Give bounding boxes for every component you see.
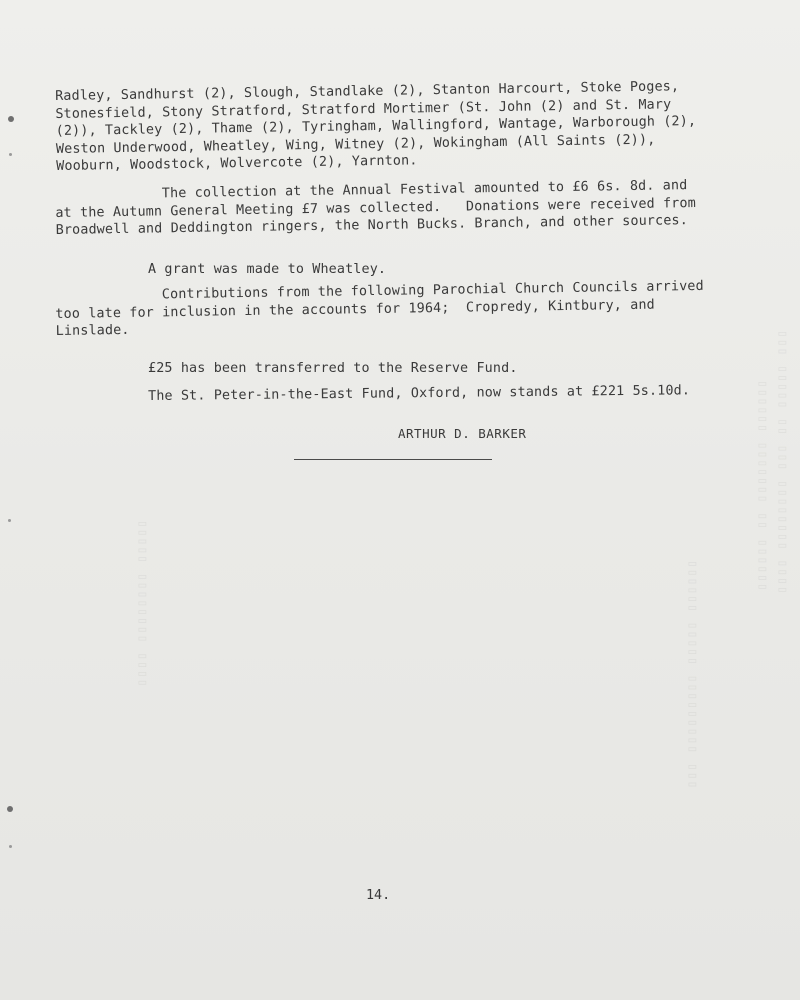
bleed-through: ▯▯▯▯▯▯ ▯▯▯▯▯ ▯▯▯▯▯▯▯▯▯ ▯▯▯ [685, 560, 700, 790]
punch-hole [9, 153, 12, 156]
punch-hole [9, 845, 12, 848]
paragraph-collection: The collection at the Annual Festival amounted to £6 6s. 8d. and at the Autumn General Meeting £7 was collected. Donations were received from Broadwell and Deddington ringers, the North Bucks. Branch, and other sources. [55, 178, 696, 238]
punch-hole [7, 806, 13, 812]
paragraph-place-list: Radley, Sandhurst (2), Slough, Standlake (2), Stanton Harcourt, Stoke Poges, Stonesfield, Stony Stratford, Stratford Mortimer (St. John (2) and St. Mary (2)), Tackley (2), Thame (2), Tyringham, Wallingford, Wantage, Warborough (2), Weston Underwood, Wheatley, Wing, Witney (2), Wokingham (All Saints (2)), Wooburn, Woodstock, Wolvercote (2), Yarnton. [55, 79, 697, 174]
paragraph-st-peter-fund: The St. Peter-in-the-East Fund, Oxford, now stands at £221 5s.10d. [148, 383, 691, 404]
punch-hole [8, 116, 14, 122]
bleed-through: ▯▯▯ ▯▯▯▯▯ ▯▯ ▯▯▯ ▯▯▯▯▯▯▯▯ ▯▯▯▯ [775, 330, 790, 595]
bleed-through: ▯▯▯▯▯ ▯▯▯▯▯▯▯▯ ▯▯▯▯ [135, 520, 150, 688]
bleed-through: ▯▯▯▯▯▯ ▯▯▯▯▯▯▯ ▯▯ ▯▯▯▯▯▯ [755, 380, 770, 592]
signature: ARTHUR D. BARKER [398, 426, 527, 441]
page-number: 14. [366, 888, 391, 903]
paragraph-contributions: Contributions from the following Parochial Church Councils arrived too late for inclusion in the accounts for 1964; Cropredy, Kintbury, and Linslade. [55, 278, 704, 339]
divider-rule [294, 459, 492, 460]
paragraph-reserve-fund: £25 has been transferred to the Reserve Fund. [148, 361, 518, 376]
punch-hole [8, 519, 11, 522]
paragraph-grant: A grant was made to Wheatley. [148, 262, 387, 277]
